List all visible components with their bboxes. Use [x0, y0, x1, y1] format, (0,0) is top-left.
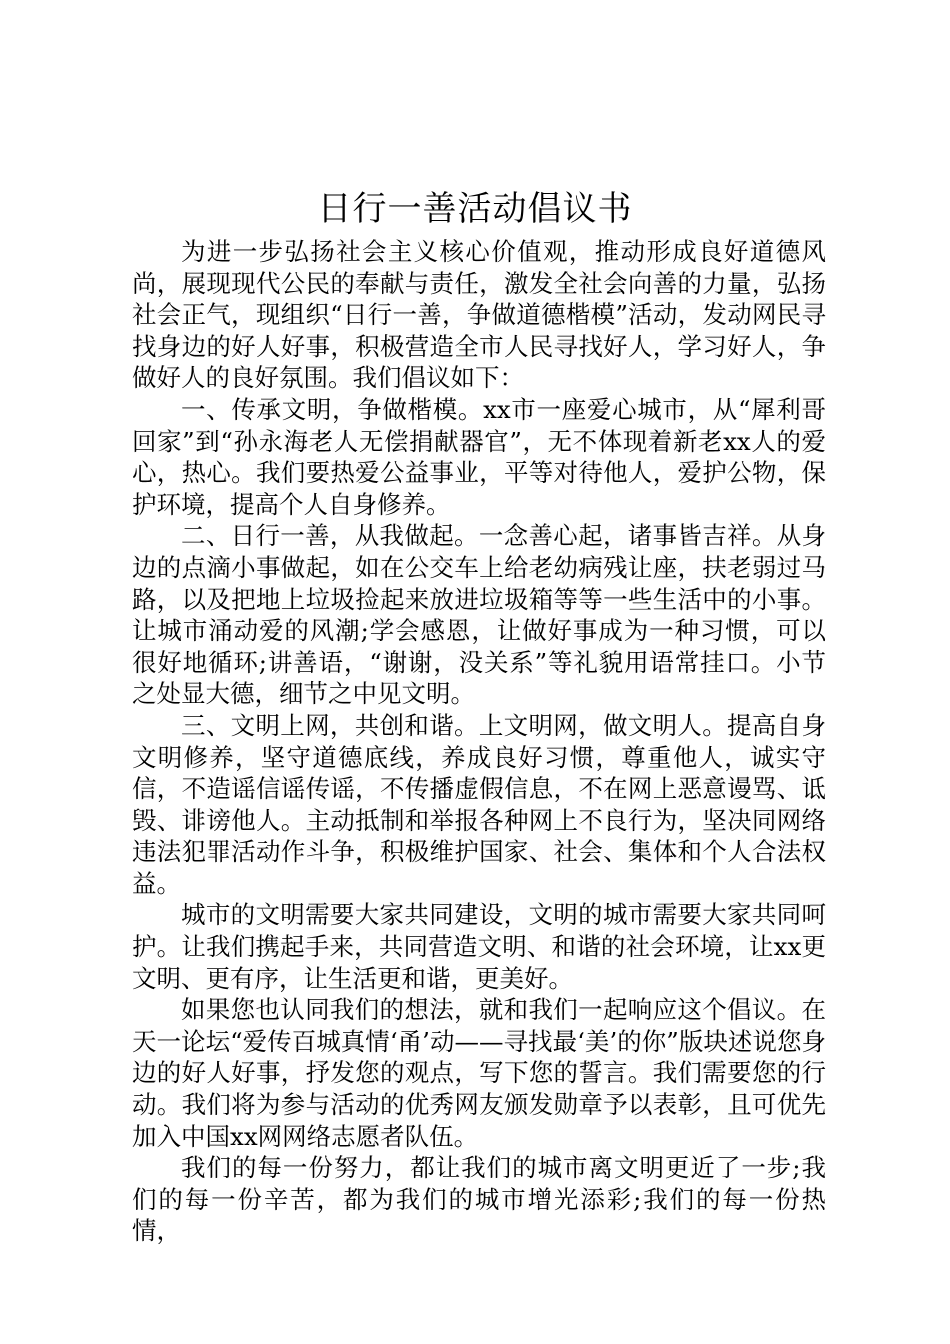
proposal-one-paragraph: 一、传承文明，争做楷模。xx市一座爱心城市，从“犀利哥回家”到“孙永海老人无偿捐献器官”，无不体现着新老xx人的爱心，热心。我们要热爱公益事业，平等对待他人，爱护公物，保护环境，提高个人自身修养。	[132, 394, 826, 519]
proposal-three-paragraph: 三、文明上网，共创和谐。上文明网，做文明人。提高自身文明修养，坚守道德底线，养成良好习惯，尊重他人，诚实守信，不造谣信谣传谣，不传播虚假信息，不在网上恶意谩骂、诋毁、诽谤他人。主动抵制和举报各种网上不良行为，坚决同网络违法犯罪活动作斗争，积极维护国家、社会、集体和个人合法权益。	[132, 710, 826, 898]
intro-paragraph: 为进一步弘扬社会主义核心价值观，推动形成良好道德风尚，展现现代公民的奉献与责任，激发全社会向善的力量，弘扬社会正气，现组织“日行一善，争做道德楷模”活动，发动网民寻找身边的好人好事，积极营造全市人民寻找好人，学习好人，争做好人的良好氛围。我们倡议如下：	[132, 237, 826, 393]
document-title: 日行一善活动倡议书	[317, 189, 633, 229]
forum-participation-paragraph: 如果您也认同我们的想法，就和我们一起响应这个倡议。在天一论坛“爱传百城真情‘甬’动——寻找最‘美’的你”版块述说您身边的好人好事，抒发您的观点，写下您的誓言。我们需要您的行动。我们将为参与活动的优秀网友颁发勋章予以表彰，且可优先加入中国xx网网络志愿者队伍。	[132, 995, 826, 1151]
proposal-two-paragraph: 二、日行一善，从我做起。一念善心起，诸事皆吉祥。从身边的点滴小事做起，如在公交车上给老幼病残让座，扶老弱过马路，以及把地上垃圾捡起来放进垃圾箱等等一些生活中的小事。让城市涌动爱的风潮;学会感恩，让做好事成为一种习惯，可以很好地循环;讲善语，“谢谢，没关系”等礼貌用语常挂口。小节之处显大德，细节之中见文明。	[132, 521, 826, 709]
closing-paragraph: 我们的每一份努力，都让我们的城市离文明更近了一步;我们的每一份辛苦，都为我们的城市增光添彩;我们的每一份热情，	[132, 1153, 826, 1246]
document-body	[132, 236, 826, 1247]
city-civility-paragraph: 城市的文明需要大家共同建设，文明的城市需要大家共同呵护。让我们携起手来，共同营造文明、和谐的社会环境，让xx更文明、更有序，让生活更和谐，更美好。	[132, 900, 826, 993]
